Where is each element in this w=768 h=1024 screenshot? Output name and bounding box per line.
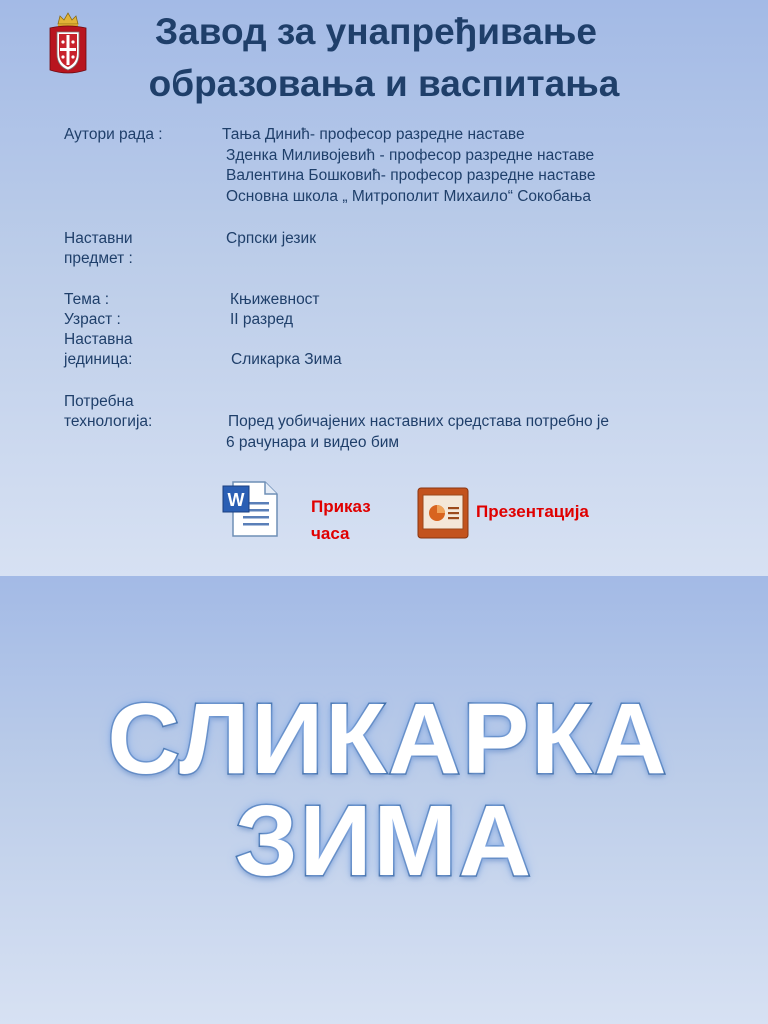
technology-value-line2: 6 рачунара и видео бим (226, 434, 400, 451)
technology-value-line1: Поред уобичајених наставних средстава потребно је (228, 413, 609, 430)
authors-label: Аутори рада : (64, 126, 163, 143)
unit-label-line1: Наставна (64, 331, 133, 348)
theme-value: Књижевност (230, 291, 320, 308)
unit-value: Сликарка Зима (231, 351, 342, 368)
slide-title-line2: ЗИМА (234, 785, 534, 897)
technology-label-line2: технологија: (64, 413, 153, 430)
subject-value: Српски језик (226, 230, 316, 247)
author-line: Зденка Миливојевић - професор разредне наставе (226, 147, 595, 164)
unit-label-line2: јединица: (64, 351, 133, 368)
svg-text:W: W (227, 490, 245, 510)
slide-title (0, 576, 768, 1024)
technology-label-line1: Потребна (64, 393, 134, 410)
word-document-icon (221, 480, 279, 538)
powerpoint-icon (417, 487, 469, 539)
lesson-link-text-line2[interactable]: часа (311, 524, 350, 543)
slide-title-line1: СЛИКАРКА (107, 683, 669, 795)
theme-label: Тема : (64, 291, 110, 308)
age-value: II разред (230, 311, 294, 328)
page-title-line2: образовања и васпитања (148, 63, 620, 104)
presentation-link-text[interactable]: Презентација (476, 502, 589, 521)
page-title-line1: Завод за унапређивање (155, 11, 597, 52)
author-line: Тања Динић- професор разредне наставе (222, 126, 525, 143)
lesson-link-text-line1[interactable]: Приказ (311, 497, 371, 516)
age-label: Узраст : (64, 311, 121, 328)
subject-label-line2: предмет : (64, 250, 133, 267)
presentation-link[interactable] (417, 487, 469, 539)
lesson-document-link[interactable] (221, 480, 279, 538)
author-line: Валентина Бошковић- професор разредне наставе (226, 167, 596, 184)
subject-label-line1: Наставни (64, 230, 133, 247)
school-line: Основна школа „ Митрополит Михаило“ Сокобања (226, 188, 591, 205)
